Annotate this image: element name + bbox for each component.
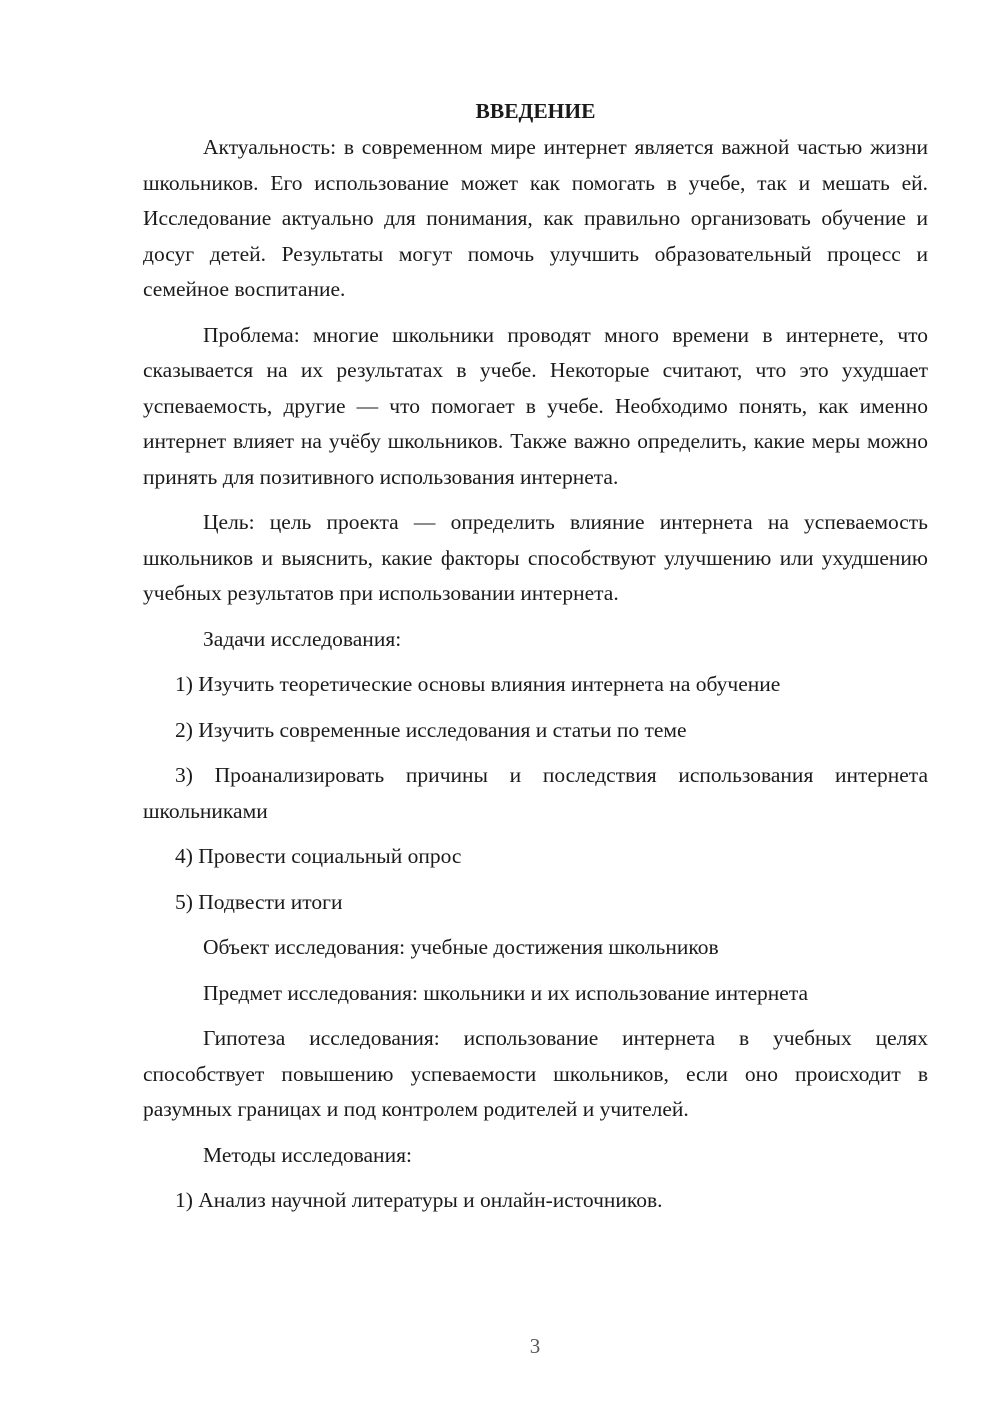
task-item-5: 5) Подвести итоги <box>175 889 343 914</box>
methods-heading: Методы исследования: <box>203 1142 412 1167</box>
document-page <box>143 92 928 1219</box>
task-item-4: 4) Провести социальный опрос <box>175 844 462 868</box>
hypothesis-paragraph: Гипотеза исследования: использование интернета в учебных целях способствует повышению успеваемости школьников, если оно происходит в разумных границах и под контролем родителей и учителей. <box>143 1026 928 1121</box>
task-item-3: 3) Проанализировать причины и последствия использования интернета школьниками <box>143 763 928 823</box>
research-object: Объект исследования: учебные достижения школьников <box>203 935 719 959</box>
page-number: 3 <box>529 1334 541 1358</box>
relevance-paragraph: Актуальность: в современном мире интернет является важной частью жизни школьников. Его использование может как помогать в учебе, так и мешать ей. Исследование актуально для понимания, как правильно организовать обучение и досуг детей. Результаты могут помочь улучшить образовательный процесс и семейное воспитание. <box>143 135 928 301</box>
section-title: ВВЕДЕНИЕ <box>475 99 596 123</box>
task-item-2: 2) Изучить современные исследования и статьи по теме <box>175 717 687 742</box>
goal-paragraph: Цель: цель проекта — определить влияние интернета на успеваемость школьников и выяснить, какие факторы способствуют улучшению или ухудшению учебных результатов при использовании интернета. <box>143 510 928 605</box>
task-item-1: 1) Изучить теоретические основы влияния интернета на обучение <box>175 672 781 696</box>
tasks-heading: Задачи исследования: <box>203 626 402 651</box>
research-subject: Предмет исследования: школьники и их использование интернета <box>203 980 809 1005</box>
problem-paragraph: Проблема: многие школьники проводят много времени в интернете, что сказывается на их результатах в учебе. Некоторые считают, что это ухудшает успеваемость, другие — что помогает в учебе. Необходимо понять, как именно интернет влияет на учёбу школьников. Также важно определить, какие меры можно принять для позитивного использования интернета. <box>143 322 928 489</box>
method-item-1: 1) Анализ научной литературы и онлайн-источников. <box>175 1188 663 1212</box>
